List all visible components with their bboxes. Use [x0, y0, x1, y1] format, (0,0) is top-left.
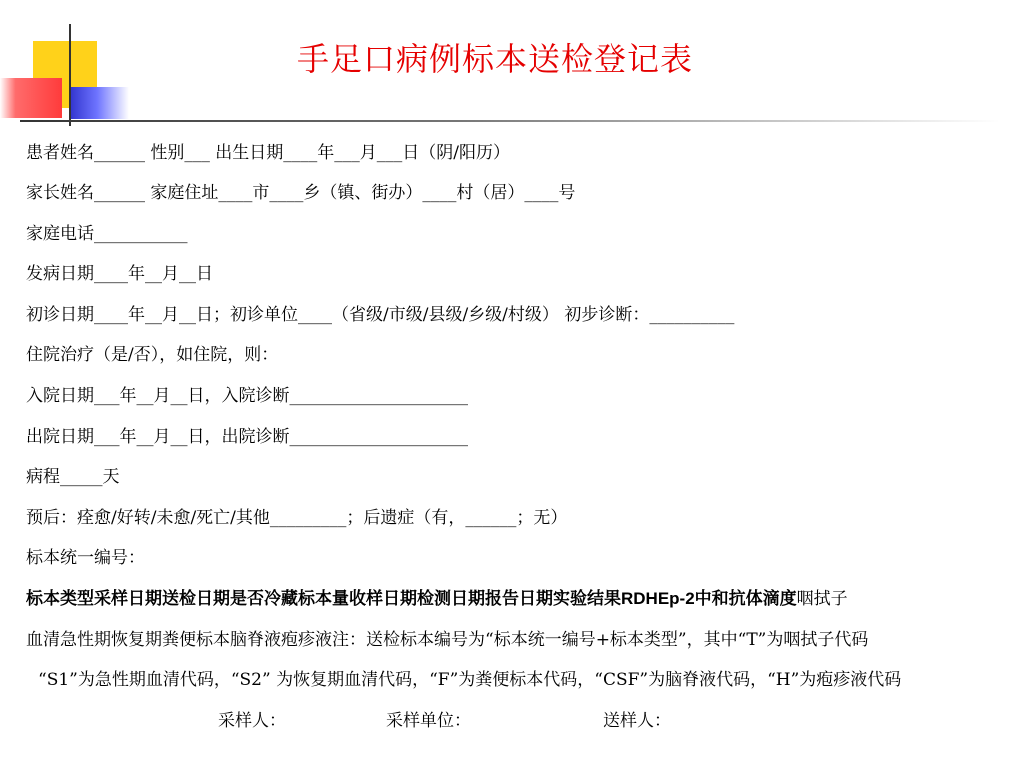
- home-phone-line: 家庭电话___________: [26, 224, 188, 244]
- note-line-1: 血清急性期恢复期粪便标本脑脊液疱疹液注：送检标本编号为“标本统一编号+标本类型”，其中“T”为咽拭子代码: [26, 630, 869, 650]
- table-header-first-row: 咽拭子: [796, 589, 848, 609]
- decor-blue-bar: [71, 87, 129, 119]
- prognosis-line: 预后：痊愈/好转/未愈/死亡/其他_________；后遗症（有，______；无）: [26, 508, 568, 528]
- specimen-id-line: 标本统一编号：: [26, 548, 145, 568]
- patient-info-line: 患者姓名______ 性别___ 出生日期____年___月___日（阴/阳历）: [26, 143, 511, 163]
- admission-line: 入院日期___年__月__日，入院诊断_____________________: [26, 386, 468, 406]
- signature-sender: 送样人：: [603, 711, 671, 731]
- title-divider: [20, 120, 1000, 122]
- hospitalization-line: 住院治疗（是/否），如住院，则：: [26, 345, 279, 365]
- table-header-columns: 标本类型采样日期送检日期是否冷藏标本量收样日期检测日期报告日期实验结果RDHEp-2中和抗体滴度: [26, 589, 797, 608]
- onset-date-line: 发病日期____年__月__日: [26, 264, 213, 284]
- note-line-2: “S1”为急性期血清代码，“S2” 为恢复期血清代码，“F”为粪便标本代码，“CSF”为脑脊液代码，“H”为疱疹液代码: [38, 670, 902, 690]
- first-visit-line: 初诊日期____年__月__日；初诊单位____（省级/市级/县级/乡级/村级） 初步诊断：__________: [26, 305, 735, 325]
- signature-sampler: 采样人：: [218, 711, 286, 731]
- table-header-line: [26, 589, 848, 609]
- discharge-line: 出院日期___年__月__日，出院诊断_____________________: [26, 427, 468, 447]
- page-title: 手足口病例标本送检登记表: [296, 40, 693, 78]
- course-line: 病程_____天: [26, 467, 120, 487]
- decor-red-bar: [0, 78, 62, 118]
- parent-address-line: 家长姓名______ 家庭住址____市____乡（镇、街办）____村（居）____号: [26, 183, 576, 203]
- signature-sampling-unit: 采样单位：: [386, 711, 471, 731]
